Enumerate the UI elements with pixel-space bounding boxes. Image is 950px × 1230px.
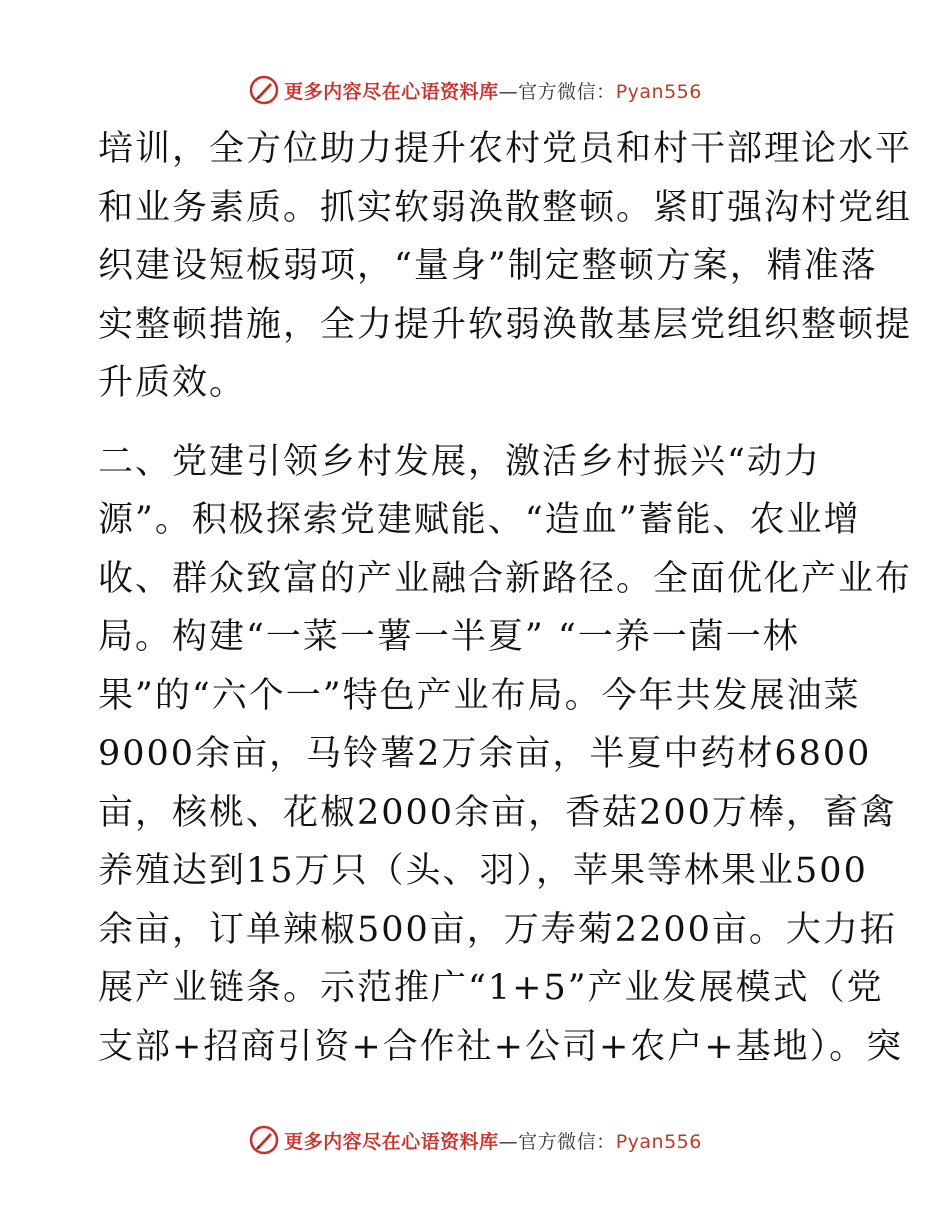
watermark-separator: — bbox=[498, 1130, 519, 1153]
header-watermark bbox=[0, 70, 950, 110]
footer-watermark bbox=[0, 1120, 950, 1160]
watermark-wechat-id: Pyan556 bbox=[615, 80, 702, 103]
text-line: 和业务素质。抓实软弱涣散整顿。紧盯强沟村党组 bbox=[98, 187, 913, 228]
document-body bbox=[98, 120, 913, 1076]
text-line: 展产业链条。示范推广“1+5”产业发展模式（党 bbox=[98, 968, 884, 1008]
watermark-text bbox=[284, 77, 702, 104]
text-line: 9000余亩，马铃薯2万余亩，半夏中药材6800 bbox=[98, 734, 872, 774]
paragraph-1 bbox=[98, 120, 913, 413]
section-heading-line: 二、党建引领乡村发展，激活乡村振兴“动力 bbox=[98, 441, 821, 482]
watermark-label: 官方微信： bbox=[518, 1130, 616, 1153]
text-line: 织建设短板弱项，“量身”制定整顿方案，精准落 bbox=[98, 246, 878, 286]
text-line: 升质效。 bbox=[98, 363, 247, 403]
text-line: 局。构建“一菜一薯一半夏” “一养一菌一林 bbox=[98, 617, 800, 657]
quill-pen-seal-icon bbox=[248, 74, 280, 106]
paragraph-gap bbox=[98, 413, 858, 433]
text-line: 养殖达到15万只（头、羽），苹果等林果业500 bbox=[98, 851, 868, 891]
text-line: 培训，全方位助力提升农村党员和村干部理论水平 bbox=[98, 129, 913, 169]
text-line: 收、群众致富的产业融合新路径。全面优化产业布 bbox=[98, 558, 913, 599]
text-line: 实整顿措施，全力提升软弱涣散基层党组织整顿提 bbox=[98, 304, 913, 345]
watermark-wechat-id: Pyan556 bbox=[615, 1130, 702, 1153]
text-line: 源”。积极探索党建赋能、“造血”蓄能、农业增 bbox=[98, 500, 861, 540]
watermark-text bbox=[284, 1127, 702, 1154]
text-line: 余亩，订单辣椒500亩，万寿菊2200亩。大力拓 bbox=[98, 909, 897, 950]
paragraph-2 bbox=[98, 433, 913, 1077]
text-line: 果”的“六个一”特色产业布局。今年共发展油菜 bbox=[98, 675, 861, 716]
watermark-separator: — bbox=[498, 80, 519, 103]
watermark-label: 官方微信： bbox=[518, 80, 616, 103]
watermark-brand: 更多内容尽在心语资料库 bbox=[284, 1130, 499, 1153]
watermark-brand: 更多内容尽在心语资料库 bbox=[284, 80, 499, 103]
text-line: 亩，核桃、花椒2000余亩，香菇200万棒，畜禽 bbox=[98, 792, 897, 833]
quill-pen-seal-icon bbox=[248, 1124, 280, 1156]
text-line: 支部+招商引资+合作社+公司+农户+基地）。突 bbox=[98, 1026, 904, 1067]
